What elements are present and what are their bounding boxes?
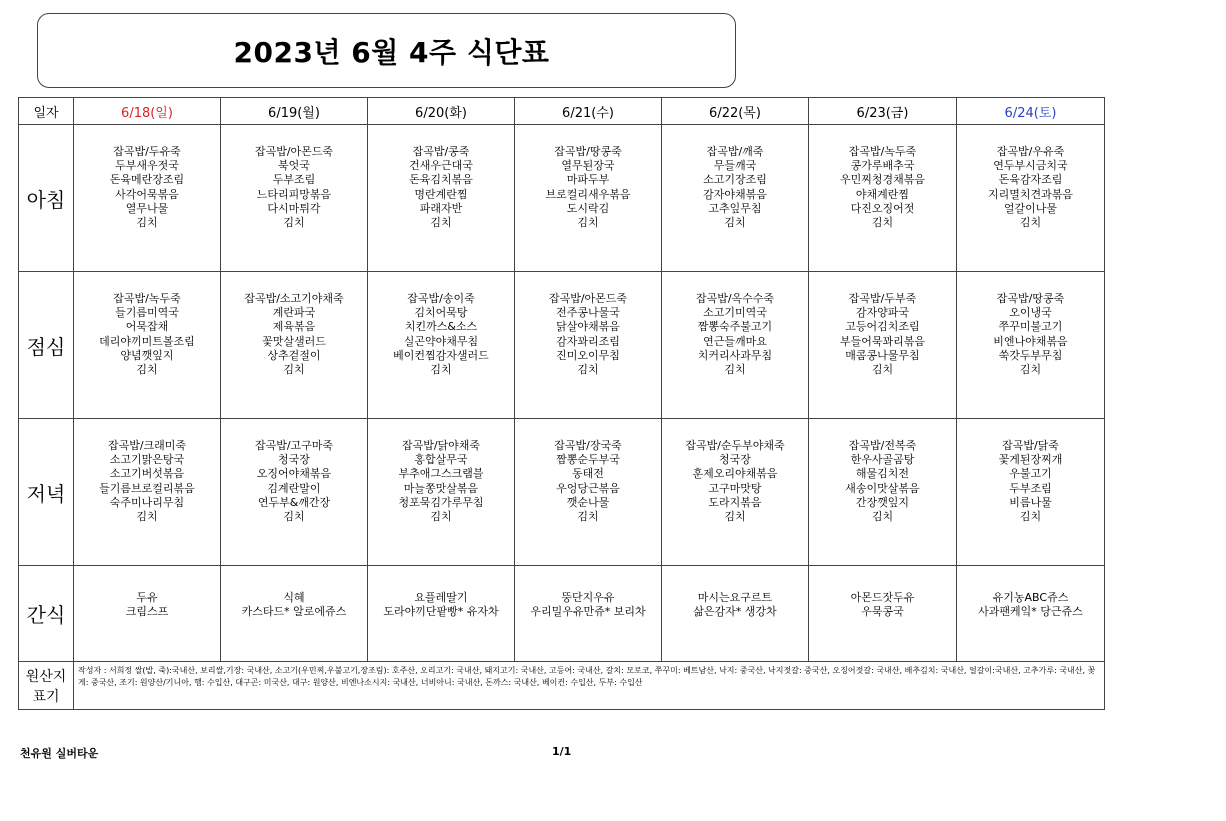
menu-item: 도시락김 bbox=[566, 201, 610, 215]
origin-label: 원산지 표기 bbox=[19, 662, 74, 710]
menu-item: 김치 bbox=[577, 510, 599, 524]
menu-item: 부들어묵꽈리볶음 bbox=[839, 334, 925, 348]
menu-item: 김치 bbox=[577, 216, 599, 230]
menu-cell bbox=[74, 419, 221, 566]
menu-item: 김치 bbox=[871, 363, 894, 377]
menu-item: 비엔나야채볶음 bbox=[993, 334, 1068, 348]
day-header-sun: 6/18(일) bbox=[74, 98, 221, 125]
menu-item: 다시마튀각 bbox=[267, 201, 321, 215]
menu-item: 김치 bbox=[577, 363, 599, 377]
menu-item: 청포묵김가루무침 bbox=[398, 495, 484, 509]
menu-item: 청국장 bbox=[278, 453, 310, 467]
menu-item: 베이컨찜감자샐러드 bbox=[393, 348, 489, 362]
menu-cell bbox=[809, 419, 957, 566]
menu-item: 소고기미역국 bbox=[703, 306, 767, 320]
menu-item: 우엉당근볶음 bbox=[556, 481, 620, 495]
menu-item: 김치 bbox=[136, 510, 158, 524]
menu-table bbox=[18, 97, 1105, 710]
menu-item: 우불고기 bbox=[1009, 467, 1052, 481]
menu-item: 파래자반 bbox=[419, 201, 463, 215]
menu-item: 브로컬리새우볶음 bbox=[545, 187, 631, 201]
menu-item: 다진오징어젓 bbox=[850, 201, 915, 215]
menu-item: 데리야끼미트볼조림 bbox=[99, 334, 195, 348]
snack-item: 아몬드잣두유 bbox=[850, 591, 915, 604]
snack-cell bbox=[221, 566, 368, 662]
menu-item: 전주콩나물국 bbox=[556, 306, 620, 320]
menu-item: 사각어묵볶음 bbox=[115, 187, 179, 201]
menu-item: 김치 bbox=[283, 363, 305, 377]
menu-item: 야채계란찜 bbox=[855, 187, 910, 201]
meal-row bbox=[19, 272, 1105, 419]
menu-item: 김치 bbox=[724, 510, 746, 524]
menu-item: 훈제오리야채볶음 bbox=[692, 467, 778, 481]
menu-cell bbox=[957, 125, 1105, 272]
menu-item: 잡곡밥/녹두죽 bbox=[113, 292, 181, 305]
menu-item: 제육볶음 bbox=[272, 320, 316, 334]
snack-item: 마시는요구르트 bbox=[697, 591, 773, 604]
menu-item: 열무나물 bbox=[125, 201, 169, 215]
menu-cell bbox=[515, 419, 662, 566]
snack-cell bbox=[662, 566, 809, 662]
day-header-wed: 6/21(수) bbox=[515, 98, 662, 125]
menu-item: 홍합살무국 bbox=[414, 453, 468, 467]
menu-item: 고추잎무침 bbox=[708, 201, 762, 215]
menu-item: 실곤약야채무침 bbox=[403, 334, 479, 348]
menu-item: 숙주미나리무침 bbox=[109, 495, 185, 509]
menu-item: 잡곡밥/전복죽 bbox=[848, 439, 917, 452]
menu-item: 잡곡밥/두유죽 bbox=[113, 145, 181, 158]
menu-item: 김치 bbox=[136, 216, 158, 230]
menu-item: 부추애그스크램블 bbox=[398, 467, 484, 481]
snack-item: 삶은감자* 생강차 bbox=[693, 605, 777, 619]
menu-item: 들기름미역국 bbox=[115, 306, 179, 320]
menu-cell bbox=[221, 125, 368, 272]
menu-item: 잡곡밥/땅콩죽 bbox=[996, 292, 1065, 305]
meal-rows bbox=[19, 125, 1105, 566]
menu-item: 닭살야채볶음 bbox=[556, 320, 620, 334]
meal-row bbox=[19, 125, 1105, 272]
header-row bbox=[19, 98, 1105, 125]
menu-item: 김계란말이 bbox=[267, 481, 321, 495]
snack-item: 우리밀우유만쥬* 보리차 bbox=[530, 605, 646, 619]
menu-item: 잡곡밥/옥수수죽 bbox=[695, 292, 775, 305]
menu-item: 잡곡밥/깨죽 bbox=[706, 145, 764, 158]
menu-item: 도라지볶음 bbox=[708, 495, 762, 509]
menu-cell bbox=[662, 125, 809, 272]
menu-item: 간장깻잎지 bbox=[855, 495, 910, 509]
menu-item: 잡곡밥/크래미죽 bbox=[107, 439, 187, 452]
menu-item: 들기름브로컬리볶음 bbox=[99, 481, 195, 495]
menu-item: 잡곡밥/순두부야채죽 bbox=[685, 439, 785, 452]
menu-item: 얼갈이나물 bbox=[1003, 201, 1058, 215]
menu-item: 느타리피망볶음 bbox=[256, 187, 332, 201]
menu-item: 감자꽈리조림 bbox=[556, 334, 620, 348]
menu-cell bbox=[74, 125, 221, 272]
menu-item: 잡곡밥/고구마죽 bbox=[254, 439, 334, 452]
menu-item: 김치 bbox=[724, 216, 746, 230]
day-header-mon: 6/19(월) bbox=[221, 98, 368, 125]
menu-item: 김치 bbox=[1019, 216, 1042, 230]
menu-cell bbox=[368, 125, 515, 272]
meal-label: 저녁 bbox=[19, 419, 74, 566]
menu-item: 상추겉절이 bbox=[267, 348, 321, 362]
menu-item: 김치 bbox=[430, 216, 452, 230]
menu-item: 오징어야채볶음 bbox=[256, 467, 332, 481]
menu-item: 연근들깨마요 bbox=[703, 334, 767, 348]
menu-item: 명란계란찜 bbox=[414, 187, 468, 201]
menu-item: 오이냉국 bbox=[1009, 306, 1052, 320]
menu-item: 고구마맛탕 bbox=[708, 481, 762, 495]
snack-cell bbox=[368, 566, 515, 662]
footer-organization: 천유원 실버타운 bbox=[20, 747, 99, 760]
menu-item: 김치어묵탕 bbox=[414, 306, 468, 320]
menu-item: 비름나물 bbox=[1009, 495, 1052, 509]
menu-item: 잡곡밥/아몬드죽 bbox=[548, 292, 628, 305]
menu-item: 잡곡밥/소고기야채죽 bbox=[244, 292, 344, 305]
menu-cell bbox=[221, 272, 368, 419]
snack-cell bbox=[515, 566, 662, 662]
snack-item: 크림스프 bbox=[125, 605, 169, 619]
menu-item: 지리멸치견과볶음 bbox=[987, 187, 1073, 201]
menu-item: 김치 bbox=[430, 510, 452, 524]
menu-item: 두부새우젓국 bbox=[115, 159, 179, 173]
meal-label: 점심 bbox=[19, 272, 74, 419]
menu-item: 양념깻잎지 bbox=[120, 348, 174, 362]
menu-item: 청국장 bbox=[719, 453, 751, 467]
menu-item: 짬뽕순두부국 bbox=[556, 453, 620, 467]
menu-cell bbox=[662, 419, 809, 566]
snack-row bbox=[19, 566, 1105, 662]
menu-item: 잡곡밥/우유죽 bbox=[996, 145, 1065, 158]
menu-item: 쭈꾸미불고기 bbox=[998, 320, 1063, 334]
meal-row bbox=[19, 419, 1105, 566]
day-header-tue: 6/20(화) bbox=[368, 98, 515, 125]
menu-item: 감자야채볶음 bbox=[703, 187, 767, 201]
date-corner-label: 일자 bbox=[19, 98, 74, 125]
menu-item: 마늘쫑맛살볶음 bbox=[403, 481, 479, 495]
menu-item: 김치 bbox=[1019, 510, 1042, 524]
menu-item: 열무된장국 bbox=[561, 159, 615, 173]
menu-item: 잡곡밥/땅콩죽 bbox=[554, 145, 622, 158]
menu-item: 잡곡밥/콩죽 bbox=[412, 145, 470, 158]
menu-item: 김치 bbox=[871, 216, 894, 230]
menu-item: 돈육감자조림 bbox=[998, 173, 1063, 187]
menu-item: 돈육메란장조림 bbox=[109, 173, 185, 187]
menu-cell bbox=[809, 272, 957, 419]
menu-item: 김치 bbox=[430, 363, 452, 377]
menu-item: 꽃게된장찌개 bbox=[998, 453, 1063, 467]
menu-item: 매콤콩나물무침 bbox=[845, 348, 920, 362]
menu-item: 잡곡밥/장국죽 bbox=[554, 439, 622, 452]
menu-item: 마파두부 bbox=[566, 173, 610, 187]
menu-item: 감자양파국 bbox=[855, 306, 910, 320]
menu-item: 김치 bbox=[871, 510, 894, 524]
menu-item: 콩가루배추국 bbox=[850, 159, 915, 173]
snack-item: 뚱단지우유 bbox=[561, 591, 615, 604]
menu-item: 연두부시금치국 bbox=[993, 159, 1068, 173]
menu-item: 계란파국 bbox=[272, 306, 316, 320]
snack-item: 두유 bbox=[136, 591, 158, 604]
menu-item: 돈육김치볶음 bbox=[409, 173, 473, 187]
menu-cell bbox=[221, 419, 368, 566]
snack-item: 도라야끼단팥빵* 유자차 bbox=[383, 605, 499, 619]
menu-item: 잡곡밥/아몬드죽 bbox=[254, 145, 334, 158]
menu-item: 깻순나물 bbox=[566, 495, 610, 509]
day-header-thu: 6/22(목) bbox=[662, 98, 809, 125]
menu-item: 연두부&깨간장 bbox=[257, 495, 331, 509]
menu-item: 김치 bbox=[283, 510, 305, 524]
meal-label-snack: 간식 bbox=[19, 566, 74, 662]
menu-item: 김치 bbox=[724, 363, 746, 377]
snack-cell bbox=[74, 566, 221, 662]
menu-cell bbox=[515, 125, 662, 272]
menu-item: 꽃맛살샐러드 bbox=[262, 334, 326, 348]
meal-label: 아침 bbox=[19, 125, 74, 272]
menu-item: 한우사골곰탕 bbox=[850, 453, 915, 467]
page-title: 2023년 6월 4주 식단표 bbox=[233, 35, 550, 69]
menu-item: 소고기맑은탕국 bbox=[109, 453, 185, 467]
menu-item: 잡곡밥/송이죽 bbox=[407, 292, 475, 305]
snack-item: 카스타드* 알로에쥬스 bbox=[241, 605, 347, 619]
title-box bbox=[37, 13, 736, 88]
menu-cell bbox=[74, 272, 221, 419]
menu-item: 두부조림 bbox=[1009, 481, 1052, 495]
origin-row bbox=[19, 662, 1105, 710]
menu-item: 진미오이무침 bbox=[556, 348, 620, 362]
menu-item: 동태전 bbox=[572, 467, 604, 481]
menu-item: 두부조림 bbox=[272, 173, 316, 187]
menu-item: 김치 bbox=[136, 363, 158, 377]
menu-item: 소고기버섯볶음 bbox=[109, 467, 185, 481]
menu-cell bbox=[809, 125, 957, 272]
snack-cell bbox=[957, 566, 1105, 662]
menu-item: 김치 bbox=[283, 216, 305, 230]
menu-cell bbox=[368, 272, 515, 419]
menu-cell bbox=[515, 272, 662, 419]
menu-item: 잡곡밥/닭죽 bbox=[1002, 439, 1059, 452]
menu-item: 쑥갓두부무침 bbox=[998, 348, 1063, 362]
menu-item: 짬뽕숙주불고기 bbox=[697, 320, 773, 334]
day-header-fri: 6/23(금) bbox=[809, 98, 957, 125]
menu-item: 새송이맛살볶음 bbox=[845, 481, 920, 495]
menu-item: 잡곡밥/녹두죽 bbox=[848, 145, 917, 158]
footer-page-number: 1/1 bbox=[552, 745, 572, 758]
snack-item: 요플레딸기 bbox=[414, 591, 468, 604]
menu-item: 고등어김치조림 bbox=[845, 320, 920, 334]
menu-item: 해물김치전 bbox=[855, 467, 910, 481]
menu-item: 잡곡밥/두부죽 bbox=[848, 292, 917, 305]
day-header-sat: 6/24(토) bbox=[957, 98, 1105, 125]
menu-cell bbox=[957, 272, 1105, 419]
menu-item: 소고기장조림 bbox=[703, 173, 767, 187]
snack-item: 유기농ABC쥬스 bbox=[992, 591, 1069, 604]
menu-item: 어묵잡채 bbox=[125, 320, 169, 334]
menu-item: 건새우근대국 bbox=[409, 159, 473, 173]
snack-item: 우묵콩국 bbox=[861, 605, 904, 619]
menu-cell bbox=[957, 419, 1105, 566]
menu-item: 북엇국 bbox=[278, 159, 310, 173]
snack-cell bbox=[809, 566, 957, 662]
menu-item: 우민찌청경채볶음 bbox=[839, 173, 925, 187]
menu-item: 무들깨국 bbox=[713, 159, 757, 173]
menu-item: 치커리사과무침 bbox=[697, 348, 773, 362]
menu-item: 김치 bbox=[1019, 363, 1042, 377]
menu-cell bbox=[368, 419, 515, 566]
menu-cell bbox=[662, 272, 809, 419]
snack-item: 식혜 bbox=[283, 591, 305, 604]
menu-item: 치킨까스&소스 bbox=[404, 320, 478, 334]
snack-item: 사과팬케잌* 당근쥬스 bbox=[978, 605, 1083, 619]
menu-item: 잡곡밥/닭야채죽 bbox=[401, 439, 481, 452]
origin-text: 작성자 : 서희정 쌀(밥, 죽):국내산, 보리쌀,기장: 국내산, 소고기(우민찌,우불고기,장조림): 호주산, 오리고기: 국내산, 돼지고기: 국내산, 고등어: 국내산, 갈치: 모로코, 쭈꾸미: 베트남산, 낙지: 중국산, 낙지젓갈: 중국산, 오징어젓갈: 국내산, 배추김치: 국내산, 얼갈이:국내산, 고추가루: 국내산, 꽃게: 중국산, 조기: 원양산/기니아, 햄: 수입산, 대구곤: 미국산, 대구: 원양산, 비엔나소시지: 국내산, 너비아니: 국내산, 돈까스: 국내산, 베이컨: 수입산, 두부: 수입산 bbox=[74, 662, 1105, 710]
